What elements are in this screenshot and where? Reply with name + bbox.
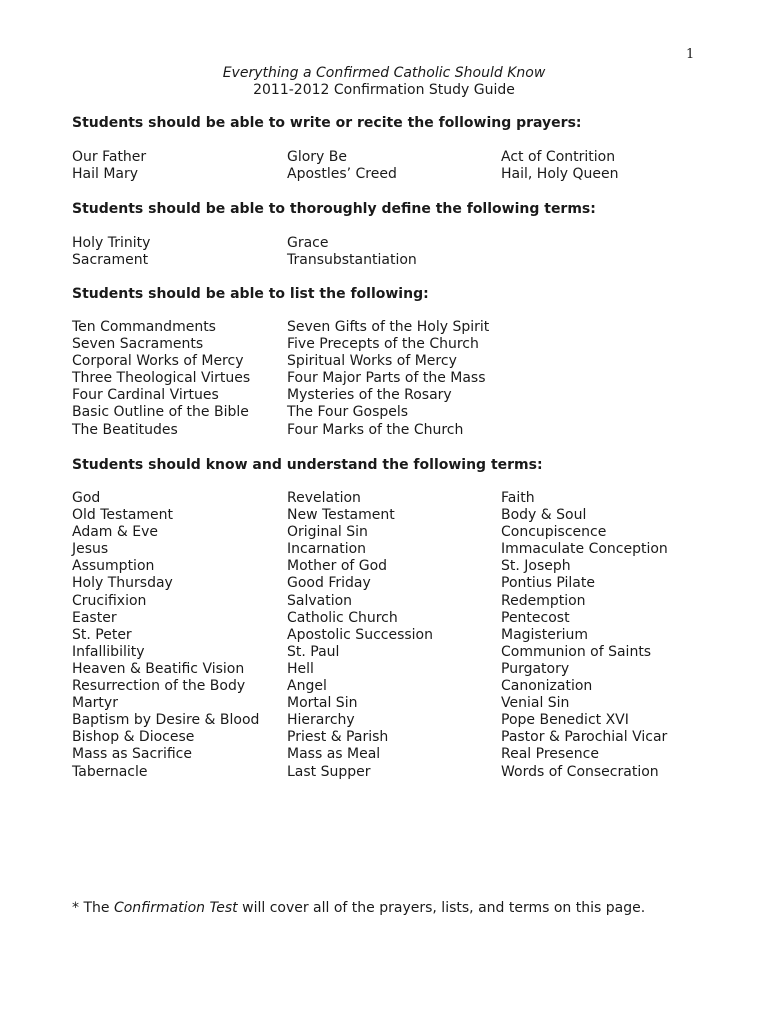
list-item: Corporal Works of Mercy bbox=[72, 353, 244, 370]
list-item: Salvation bbox=[287, 592, 353, 609]
list-item: Venial Sin bbox=[501, 695, 570, 712]
list-item: Good Friday bbox=[287, 575, 371, 592]
list-item: Priest & Parish bbox=[287, 729, 389, 746]
section-heading-define-terms: Students should be able to thoroughly define the following terms: bbox=[72, 201, 596, 217]
list-item bbox=[501, 336, 701, 353]
footnote-prefix: * The bbox=[72, 900, 114, 916]
list-item: Catholic Church bbox=[287, 609, 398, 626]
list-item: Purgatory bbox=[501, 660, 570, 677]
list-item: Mysteries of the Rosary bbox=[287, 387, 452, 404]
list-item: Tabernacle bbox=[72, 763, 148, 780]
list-item: Faith bbox=[501, 490, 535, 506]
document-title: Everything a Confirmed Catholic Should Know bbox=[222, 65, 546, 81]
list-item bbox=[501, 422, 701, 439]
list-item bbox=[501, 387, 701, 404]
document-subtitle: 2011-2012 Confirmation Study Guide bbox=[253, 82, 515, 98]
list-item bbox=[501, 235, 701, 252]
list-item bbox=[501, 319, 701, 336]
list-item: Angel bbox=[287, 678, 327, 695]
list-item: God bbox=[72, 490, 101, 506]
list-item: Incarnation bbox=[287, 541, 367, 558]
list-item: Bishop & Diocese bbox=[72, 729, 195, 746]
footnote-emphasis: Confirmation Test bbox=[113, 900, 238, 916]
footnote bbox=[72, 899, 645, 917]
list-item: Hail, Holy Queen bbox=[501, 166, 619, 183]
list-the-following-list bbox=[72, 319, 701, 439]
list-item: Seven Sacraments bbox=[72, 336, 204, 353]
list-item: Jesus bbox=[72, 541, 109, 558]
list-item: Communion of Saints bbox=[501, 643, 652, 660]
list-item: Holy Thursday bbox=[72, 575, 173, 592]
list-item: Act of Contrition bbox=[501, 149, 616, 165]
list-item: Concupiscence bbox=[501, 524, 607, 541]
list-item bbox=[501, 370, 701, 387]
list-item: Easter bbox=[72, 609, 117, 626]
list-item: Resurrection of the Body bbox=[72, 678, 246, 695]
list-item: Mortal Sin bbox=[287, 695, 358, 712]
list-item: Baptism by Desire & Blood bbox=[72, 712, 260, 729]
list-item: Mother of God bbox=[287, 558, 388, 575]
list-item: Martyr bbox=[72, 695, 118, 712]
list-item: Pentecost bbox=[501, 609, 570, 626]
list-item: Four Marks of the Church bbox=[287, 421, 464, 438]
define-terms-list bbox=[72, 235, 701, 269]
list-item: Transubstantiation bbox=[287, 252, 417, 269]
list-item: Real Presence bbox=[501, 746, 599, 763]
list-item: Immaculate Conception bbox=[501, 541, 668, 558]
list-item: Assumption bbox=[72, 558, 155, 575]
list-item: Four Cardinal Virtues bbox=[72, 387, 219, 404]
list-item: Words of Consecration bbox=[501, 763, 659, 780]
list-item: Old Testament bbox=[72, 507, 174, 524]
list-item: The Beatitudes bbox=[72, 421, 178, 438]
footnote-suffix: will cover all of the prayers, lists, and terms on this page. bbox=[237, 900, 646, 916]
list-item: St. Paul bbox=[287, 643, 340, 660]
list-item: The Four Gospels bbox=[287, 404, 409, 421]
section-heading-prayers: Students should be able to write or recite the following prayers: bbox=[72, 115, 582, 131]
list-item: Canonization bbox=[501, 678, 593, 695]
list-item: Glory Be bbox=[287, 149, 348, 165]
list-item: Revelation bbox=[287, 490, 361, 506]
list-item: Four Major Parts of the Mass bbox=[287, 370, 486, 387]
list-item: Original Sin bbox=[287, 524, 368, 541]
prayers-list bbox=[72, 149, 701, 183]
section-heading-know-understand: Students should know and understand the following terms: bbox=[72, 457, 543, 473]
page-number: 1 bbox=[686, 47, 695, 62]
list-item: Magisterium bbox=[501, 626, 588, 643]
list-item: Sacrament bbox=[72, 252, 149, 269]
list-item: Last Supper bbox=[287, 763, 371, 780]
list-item: Mass as Meal bbox=[287, 746, 381, 763]
list-item: Hell bbox=[287, 660, 314, 677]
list-item: Adam & Eve bbox=[72, 524, 158, 541]
list-item: Ten Commandments bbox=[72, 319, 216, 335]
list-item: Redemption bbox=[501, 592, 586, 609]
list-item: Crucifixion bbox=[72, 592, 147, 609]
list-item: Three Theological Virtues bbox=[72, 370, 251, 387]
know-understand-list bbox=[72, 490, 701, 781]
list-item: Hierarchy bbox=[287, 712, 355, 729]
list-item: Apostles’ Creed bbox=[287, 166, 397, 183]
list-item: Five Precepts of the Church bbox=[287, 336, 479, 353]
list-item: Our Father bbox=[72, 149, 147, 165]
list-item: Body & Soul bbox=[501, 507, 587, 524]
list-item: Pope Benedict XVI bbox=[501, 712, 629, 729]
list-item: Spiritual Works of Mercy bbox=[287, 353, 457, 370]
list-item: Basic Outline of the Bible bbox=[72, 404, 249, 421]
list-item: Grace bbox=[287, 235, 329, 251]
list-item bbox=[501, 404, 701, 421]
list-item: Mass as Sacrifice bbox=[72, 746, 192, 763]
list-item: Holy Trinity bbox=[72, 235, 151, 251]
list-item: Pastor & Parochial Vicar bbox=[501, 729, 668, 746]
list-item: Infallibility bbox=[72, 643, 145, 660]
list-item: St. Joseph bbox=[501, 558, 571, 575]
list-item: Hail Mary bbox=[72, 166, 139, 183]
list-item bbox=[501, 353, 701, 370]
list-item: St. Peter bbox=[72, 626, 132, 643]
list-item: Apostolic Succession bbox=[287, 626, 433, 643]
list-item: Seven Gifts of the Holy Spirit bbox=[287, 319, 490, 335]
list-item: Pontius Pilate bbox=[501, 575, 595, 592]
list-item bbox=[501, 252, 701, 269]
list-item: New Testament bbox=[287, 507, 395, 524]
section-heading-list: Students should be able to list the following: bbox=[72, 286, 429, 302]
list-item: Heaven & Beatific Vision bbox=[72, 660, 245, 677]
